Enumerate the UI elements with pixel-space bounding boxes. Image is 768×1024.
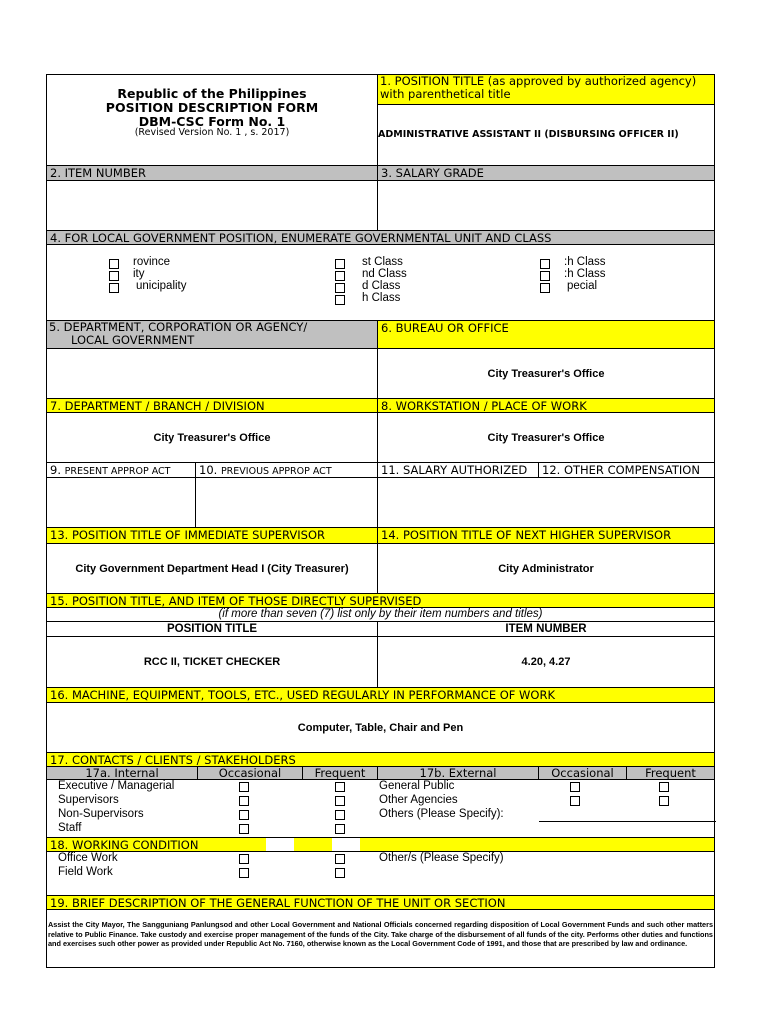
non-supervisors-frequent-checkbox[interactable]: [335, 810, 345, 820]
internal-header: 17a. Internal: [46, 766, 198, 780]
department-label: [46, 320, 378, 349]
local-government-label: 4. FOR LOCAL GOVERNMENT POSITION, ENUMERATE GOVERNMENTAL UNIT AND CLASS: [46, 230, 715, 245]
contact-other-agencies: Other Agencies: [379, 794, 458, 806]
present-approp-label: [46, 462, 196, 478]
form-number: DBM-CSC Form No. 1: [138, 114, 286, 129]
contact-general-public: General Public: [379, 780, 455, 792]
other-compensation-label: 12. OTHER COMPENSATION: [538, 462, 715, 478]
supervised-note: (if more than seven (7) list only by their item numbers and titles): [46, 607, 715, 622]
executive-frequent-checkbox[interactable]: [335, 782, 345, 792]
workstation-label: 8. WORKSTATION / PLACE OF WORK: [377, 398, 715, 413]
second-class-option: nd Class: [362, 268, 407, 280]
present-approp-field[interactable]: [46, 477, 196, 528]
contact-others-specify: Others (Please Specify):: [379, 808, 504, 820]
executive-occasional-checkbox[interactable]: [239, 782, 249, 792]
form-header: [46, 74, 378, 166]
salary-authorized-label: 11. SALARY AUTHORIZED: [377, 462, 539, 478]
fifth-class-option: :h Class: [564, 256, 606, 268]
sixth-class-checkbox[interactable]: [540, 271, 550, 281]
item-number-field[interactable]: [46, 180, 378, 231]
field-work-occasional-checkbox[interactable]: [239, 868, 249, 878]
immediate-supervisor-label: 13. POSITION TITLE OF IMMEDIATE SUPERVISOR: [46, 527, 378, 544]
condition-field-work: Field Work: [58, 866, 113, 878]
first-class-checkbox[interactable]: [335, 259, 345, 269]
position-title-value: ADMINISTRATIVE ASSISTANT II (DISBURSING OFFICER II): [378, 129, 679, 140]
other-agencies-frequent-checkbox[interactable]: [659, 796, 669, 806]
second-class-checkbox[interactable]: [335, 271, 345, 281]
supervised-item-field[interactable]: 4.20, 4.27: [377, 636, 715, 688]
non-supervisors-occasional-checkbox[interactable]: [239, 810, 249, 820]
fifth-class-checkbox[interactable]: [540, 259, 550, 269]
workstation-field[interactable]: City Treasurer's Office: [377, 412, 715, 463]
contacts-label: 17. CONTACTS / CLIENTS / STAKEHOLDERS: [46, 752, 715, 767]
third-class-option: d Class: [362, 280, 401, 292]
external-occasional-header: Occasional: [538, 766, 627, 780]
sixth-class-option: :h Class: [564, 268, 606, 280]
immediate-supervisor-field[interactable]: City Government Department Head I (City Treasurer): [46, 543, 378, 594]
other-agencies-occasional-checkbox[interactable]: [570, 796, 580, 806]
present-approp-text: PRESENT APPROP ACT: [64, 466, 171, 477]
position-title-field[interactable]: [377, 104, 715, 166]
condition-header-gap-2: [332, 838, 360, 851]
supervisors-frequent-checkbox[interactable]: [335, 796, 345, 806]
contact-non-supervisors: Non-Supervisors: [58, 808, 144, 820]
condition-office-work: Office Work: [58, 852, 118, 864]
position-title-label-text: 1. POSITION TITLE (as approved by authorized agency) with parenthetical title: [380, 74, 697, 101]
form-name: POSITION DESCRIPTION FORM: [105, 100, 319, 115]
working-condition-label: 18. WORKING CONDITION: [46, 837, 715, 852]
equipment-label: 16. MACHINE, EQUIPMENT, TOOLS, ETC., USED REGULARLY IN PERFORMANCE OF WORK: [46, 687, 715, 703]
province-checkbox[interactable]: [109, 259, 119, 269]
third-class-checkbox[interactable]: [335, 283, 345, 293]
office-work-frequent-checkbox[interactable]: [335, 854, 345, 864]
general-function-text: Assist the City Mayor, The Sangguniang Panlungsod and other Local Government and National Officials concerned regarding disposition of Local Government Funds and such other matters relative to Public Finance. Take custody and exercise proper management of the funds of the City. Take charge of the disbursement of all funds of the city. Performs other duties and functions and exercises such other power as provided under Republic Act No. 7160, otherwise known as the Local Government Code of 1991, and those that are prescribed by law and ordinance.: [48, 920, 713, 948]
staff-frequent-checkbox[interactable]: [335, 824, 345, 834]
department-label-line2: LOCAL GOVERNMENT: [71, 334, 195, 347]
previous-approp-num: 10.: [199, 463, 218, 477]
internal-occasional-header: Occasional: [197, 766, 303, 780]
city-option: ity: [133, 268, 145, 280]
supervised-label: 15. POSITION TITLE, AND ITEM OF THOSE DIRECTLY SUPERVISED: [46, 593, 715, 608]
division-label: 7. DEPARTMENT / BRANCH / DIVISION: [46, 398, 378, 413]
bureau-field[interactable]: City Treasurer's Office: [377, 348, 715, 399]
fourth-class-checkbox[interactable]: [335, 295, 345, 305]
supervised-col-item: ITEM NUMBER: [377, 621, 715, 637]
republic-title: Republic of the Philippines: [117, 86, 307, 101]
present-approp-num: 9.: [50, 463, 61, 477]
internal-frequent-header: Frequent: [302, 766, 378, 780]
department-field[interactable]: [46, 348, 378, 399]
contact-staff: Staff: [58, 822, 82, 834]
office-work-occasional-checkbox[interactable]: [239, 854, 249, 864]
external-frequent-header: Frequent: [626, 766, 715, 780]
special-option: pecial: [567, 280, 598, 292]
next-supervisor-field[interactable]: City Administrator: [377, 543, 715, 594]
previous-approp-label: [195, 462, 378, 478]
supervised-title-field[interactable]: RCC II, TICKET CHECKER: [46, 636, 378, 688]
external-header: 17b. External: [377, 766, 539, 780]
province-option: rovince: [133, 256, 171, 268]
position-title-label: [377, 74, 715, 105]
local-government-options: [46, 244, 715, 321]
salary-authorized-field[interactable]: [377, 477, 715, 528]
municipality-checkbox[interactable]: [109, 283, 119, 293]
fourth-class-option: h Class: [362, 292, 401, 304]
salary-grade-label: 3. SALARY GRADE: [377, 165, 715, 181]
equipment-field[interactable]: Computer, Table, Chair and Pen: [46, 702, 715, 753]
next-supervisor-label: 14. POSITION TITLE OF NEXT HIGHER SUPERVISOR: [377, 527, 715, 544]
condition-other-specify: Other/s (Please Specify): [379, 852, 504, 864]
bureau-label: 6. BUREAU OR OFFICE: [377, 320, 715, 349]
salary-grade-field[interactable]: [377, 180, 715, 231]
supervisors-occasional-checkbox[interactable]: [239, 796, 249, 806]
others-specify-line[interactable]: [539, 821, 716, 822]
general-public-frequent-checkbox[interactable]: [659, 782, 669, 792]
general-function-label: 19. BRIEF DESCRIPTION OF THE GENERAL FUNCTION OF THE UNIT OR SECTION: [46, 895, 715, 910]
previous-approp-text: PREVIOUS APPROP ACT: [220, 466, 332, 477]
contact-supervisors: Supervisors: [58, 794, 119, 806]
staff-occasional-checkbox[interactable]: [239, 824, 249, 834]
general-public-occasional-checkbox[interactable]: [570, 782, 580, 792]
item-number-label: 2. ITEM NUMBER: [46, 165, 378, 181]
previous-approp-field[interactable]: [195, 477, 378, 528]
special-checkbox[interactable]: [540, 283, 550, 293]
contacts-grid: [46, 779, 715, 838]
municipality-option: unicipality: [136, 280, 187, 292]
revision-note: (Revised Version No. 1 , s. 2017): [134, 127, 290, 138]
working-condition-grid: [46, 851, 715, 896]
first-class-option: st Class: [362, 256, 403, 268]
division-field[interactable]: City Treasurer's Office: [46, 412, 378, 463]
field-work-frequent-checkbox[interactable]: [335, 868, 345, 878]
supervised-col-title: POSITION TITLE: [46, 621, 378, 637]
department-label-line1: 5. DEPARTMENT, CORPORATION OR AGENCY/: [49, 321, 308, 334]
general-function-field[interactable]: [46, 909, 715, 968]
contact-executive: Executive / Managerial: [58, 780, 175, 792]
city-checkbox[interactable]: [109, 271, 119, 281]
condition-header-gap: [266, 838, 294, 851]
